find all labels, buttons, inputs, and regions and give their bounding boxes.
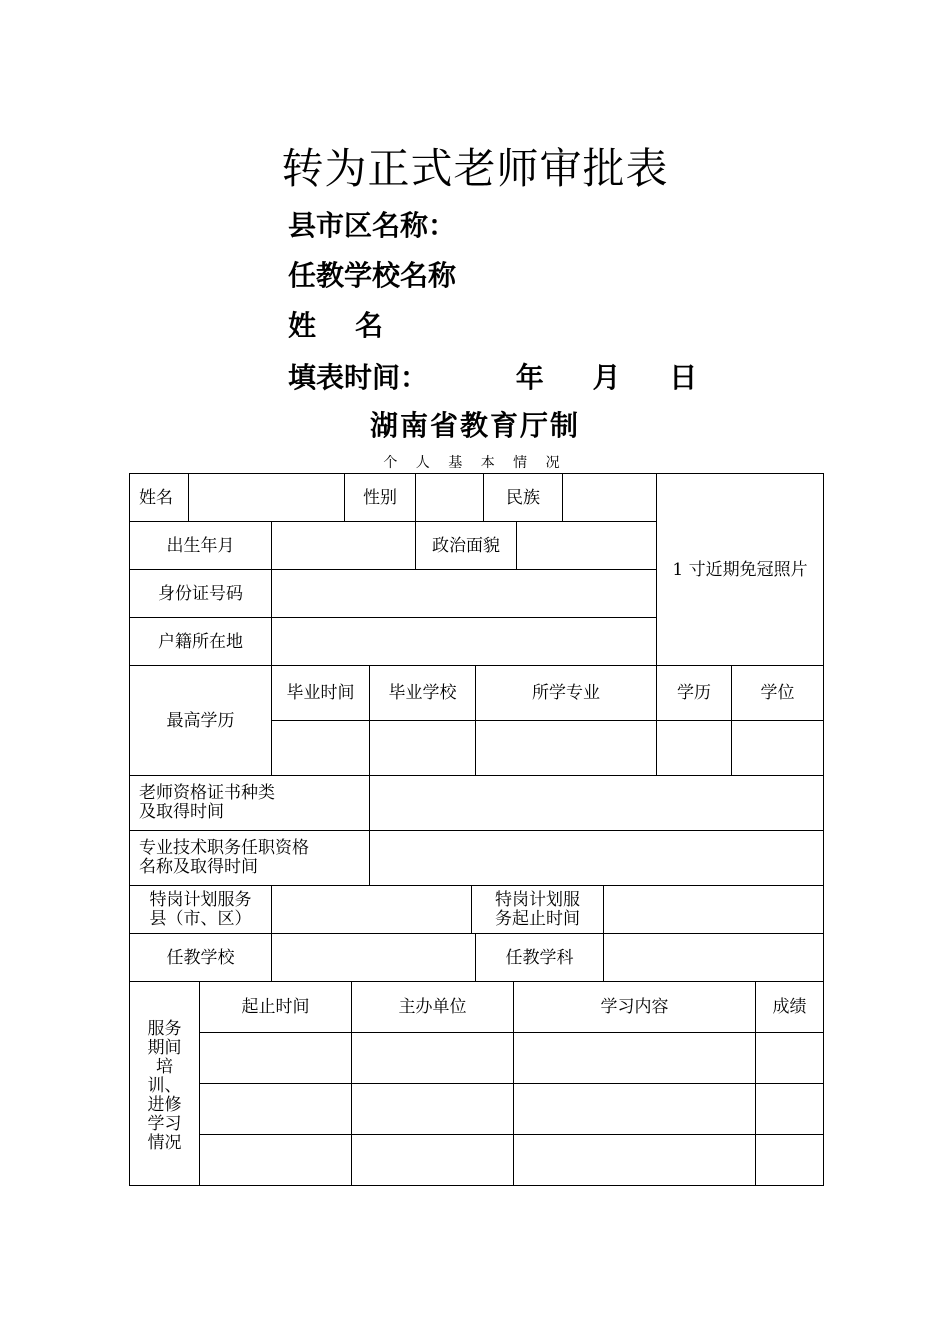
training-period-input[interactable] bbox=[200, 1084, 352, 1135]
grad-school-input[interactable] bbox=[370, 721, 476, 776]
highest-education-label: 最高学历 bbox=[130, 666, 272, 776]
teaching-subject-input[interactable] bbox=[604, 934, 824, 982]
training-score-input[interactable] bbox=[756, 1135, 824, 1186]
birth-cell-label: 出生年月 bbox=[130, 522, 272, 570]
school-label: 任教学校名称 bbox=[288, 259, 457, 292]
birth-input-cell[interactable] bbox=[272, 522, 416, 570]
tech-title-label: 专业技术职务任职资格 名称及取得时间 bbox=[130, 831, 370, 886]
training-table bbox=[129, 981, 824, 1186]
grad-time-header: 毕业时间 bbox=[272, 666, 370, 721]
special-county-label: 特岗计划服务 县（市、区） bbox=[130, 886, 272, 934]
tech-title-input[interactable] bbox=[370, 831, 824, 886]
household-input-cell[interactable] bbox=[272, 618, 657, 666]
degree-input[interactable] bbox=[732, 721, 824, 776]
special-county-input[interactable] bbox=[272, 886, 472, 934]
training-organizer-input[interactable] bbox=[352, 1135, 514, 1186]
issuer-label: 湖南省教育厅制 bbox=[369, 409, 580, 442]
training-score-input[interactable] bbox=[756, 1033, 824, 1084]
page-title: 转为正式老师审批表 bbox=[281, 144, 669, 193]
training-content-header: 学习内容 bbox=[514, 982, 756, 1033]
county-label: 县市区名称： bbox=[288, 209, 457, 242]
name-label: 姓 名 bbox=[288, 309, 383, 342]
fill-date-label: 填表时间： 年 月 日 bbox=[288, 361, 698, 394]
training-period-input[interactable] bbox=[200, 1135, 352, 1186]
degree-level-input[interactable] bbox=[657, 721, 732, 776]
degree-level-header: 学历 bbox=[657, 666, 732, 721]
special-period-input[interactable] bbox=[604, 886, 824, 934]
special-period-label: 特岗计划服 务起止时间 bbox=[472, 886, 604, 934]
training-score-header: 成绩 bbox=[756, 982, 824, 1033]
gender-input-cell[interactable] bbox=[416, 474, 484, 522]
political-input-cell[interactable] bbox=[517, 522, 657, 570]
degree-header: 学位 bbox=[732, 666, 824, 721]
household-cell-label: 户籍所在地 bbox=[130, 618, 272, 666]
section-title: 个 人 基 本 情 况 bbox=[383, 455, 567, 471]
name-input-cell[interactable] bbox=[189, 474, 345, 522]
political-cell-label: 政治面貌 bbox=[416, 522, 517, 570]
teaching-subject-label: 任教学科 bbox=[476, 934, 604, 982]
id-number-input-cell[interactable] bbox=[272, 570, 657, 618]
grad-school-header: 毕业学校 bbox=[370, 666, 476, 721]
major-input[interactable] bbox=[476, 721, 657, 776]
training-content-input[interactable] bbox=[514, 1135, 756, 1186]
training-content-input[interactable] bbox=[514, 1084, 756, 1135]
gender-cell-label: 性别 bbox=[345, 474, 416, 522]
training-score-input[interactable] bbox=[756, 1084, 824, 1135]
ethnicity-cell-label: 民族 bbox=[484, 474, 563, 522]
teacher-cert-input[interactable] bbox=[370, 776, 824, 831]
major-header: 所学专业 bbox=[476, 666, 657, 721]
training-period-header: 起止时间 bbox=[200, 982, 352, 1033]
personal-info-table bbox=[129, 473, 824, 666]
id-number-cell-label: 身份证号码 bbox=[130, 570, 272, 618]
ethnicity-input-cell[interactable] bbox=[563, 474, 657, 522]
education-table bbox=[129, 665, 824, 982]
training-organizer-header: 主办单位 bbox=[352, 982, 514, 1033]
name-cell-label: 姓名 bbox=[130, 474, 189, 522]
training-organizer-input[interactable] bbox=[352, 1084, 514, 1135]
teaching-school-label: 任教学校 bbox=[130, 934, 272, 982]
grad-time-input[interactable] bbox=[272, 721, 370, 776]
teacher-cert-label: 老师资格证书种类 及取得时间 bbox=[130, 776, 370, 831]
training-organizer-input[interactable] bbox=[352, 1033, 514, 1084]
training-period-input[interactable] bbox=[200, 1033, 352, 1084]
photo-cell: 1 寸近期免冠照片 bbox=[657, 474, 824, 666]
training-content-input[interactable] bbox=[514, 1033, 756, 1084]
training-label: 服务 期间 培 训、 进修 学习 情况 bbox=[130, 982, 200, 1186]
teaching-school-input[interactable] bbox=[272, 934, 476, 982]
